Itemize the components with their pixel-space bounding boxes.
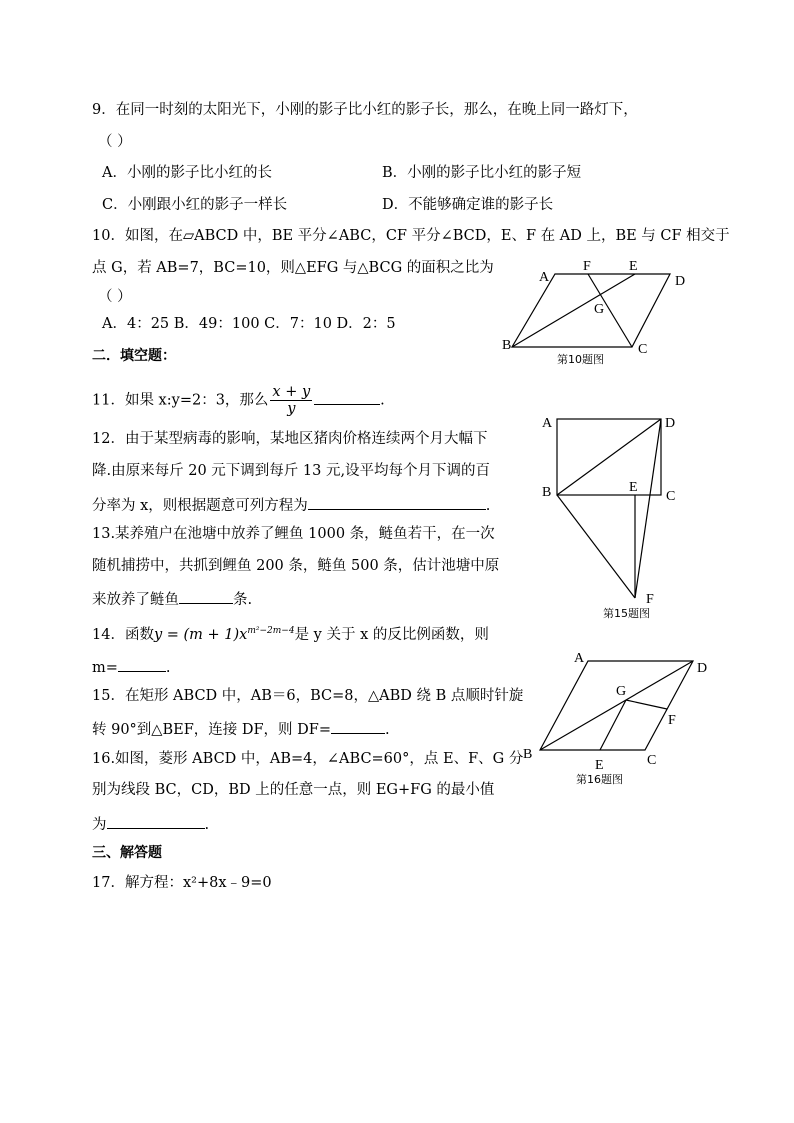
q16-line3 — [92, 812, 209, 835]
q12-line3 — [92, 493, 490, 516]
fig16-label-a: A — [574, 651, 585, 666]
section-solve-heading: 三、解答题 — [92, 845, 162, 861]
q16-line3-text: 为 — [92, 817, 107, 833]
q9-option-a: A．小刚的影子比小红的长 — [102, 165, 272, 181]
fig16-label-g: G — [616, 684, 627, 699]
fig10-label-d: D — [675, 274, 686, 289]
q14-line2-text: m= — [92, 660, 118, 676]
q15-post: . — [385, 722, 390, 738]
q14-line2 — [92, 655, 171, 678]
q10-options: A．4：25 B．49：100 C．7：10 D．2：5 — [102, 316, 396, 332]
fig16-label-c: C — [647, 753, 657, 768]
fig10-label-e: E — [629, 259, 638, 274]
fig10-segment-be — [512, 274, 635, 347]
q15-line2-text: 转 90°到△BEF，连接 DF，则 DF= — [92, 722, 332, 738]
q10-line1: 10．如图，在▱ABCD 中，BE 平分∠ABC，CF 平分∠BCD，E、F 在 AD 上，BE 与 CF 相交于 — [92, 228, 730, 244]
q14-line1 — [92, 621, 489, 645]
fig16-segment-fg — [626, 700, 667, 709]
q15-line1: 15．在矩形 ABCD 中，AB＝6，BC=8，△ABD 绕 B 点顺时针旋 — [92, 688, 524, 704]
fig16-label-f: F — [668, 713, 676, 728]
q12-line3-text: 分率为 x，则根据题意可列方程为 — [92, 498, 308, 514]
fig15-label-c: C — [666, 489, 676, 504]
q12-post: . — [485, 498, 491, 514]
q15-blank[interactable] — [331, 717, 385, 734]
q11 — [92, 384, 385, 417]
figure-15 — [535, 410, 695, 625]
fig15-label-d: D — [665, 416, 676, 431]
q10-line2: 点 G，若 AB=7，BC=10，则△EFG 与△BCG 的面积之比为 — [92, 260, 494, 276]
q16-blank[interactable] — [107, 812, 205, 829]
fig15-diagonal-bd — [557, 419, 661, 495]
q11-fraction — [270, 384, 312, 417]
q14-exponent: m²−2m−4 — [247, 626, 295, 636]
fig10-caption: 第10题图 — [557, 353, 604, 366]
q11-pre: 11．如果 x:y=2：3，那么 — [92, 392, 269, 409]
q9-option-c: C．小刚跟小红的影子一样长 — [102, 197, 288, 213]
fig15-caption: 第15题图 — [603, 607, 650, 620]
fig10-label-g: G — [594, 302, 605, 317]
fig16-label-b: B — [523, 747, 533, 762]
q16-line2: 别为线段 BC，CD，BD 上的任意一点，则 EG+FG 的最小值 — [92, 782, 495, 798]
fig15-label-f: F — [646, 592, 654, 607]
fig16-diagonal-bd — [540, 661, 693, 750]
q13-blank[interactable] — [179, 587, 233, 604]
q9-answer-paren: （ ） — [98, 134, 132, 150]
q12-line1: 12．由于某型病毒的影响，某地区猪肉价格连续两个月大幅下 — [92, 431, 488, 447]
fig15-label-a: A — [542, 416, 553, 431]
fig15-label-b: B — [542, 485, 552, 500]
q16-post: . — [204, 817, 210, 833]
q9-stem: 9．在同一时刻的太阳光下，小刚的影子比小红的影子长，那么，在晚上同一路灯下， — [92, 102, 638, 118]
figure-10 — [495, 255, 695, 370]
section-fill-in-heading: 二．填空题： — [92, 348, 176, 364]
fig10-label-b: B — [502, 338, 512, 353]
q13-line2: 随机捕捞中，共抓到鲤鱼 200 条，鲢鱼 500 条，估计池塘中原 — [92, 558, 500, 574]
q17: 17．解方程：x²+8x﹣9=0 — [92, 875, 272, 891]
q12-blank[interactable] — [308, 493, 486, 510]
fig10-parallelogram — [512, 274, 670, 347]
q11-blank[interactable] — [314, 388, 380, 405]
q9-option-b: B．小刚的影子比小红的影子短 — [382, 165, 582, 181]
q13-line3 — [92, 587, 252, 610]
q15-line2 — [92, 717, 390, 740]
fig15-segment-bf — [557, 495, 635, 598]
q14-blank[interactable] — [118, 655, 166, 672]
fig10-label-c: C — [638, 342, 648, 357]
q11-post: . — [380, 392, 385, 409]
q14-pre: 14．函数 — [92, 626, 154, 643]
q16-line1: 16.如图，菱形 ABCD 中，AB=4，∠ABC=60°，点 E、F、G 分 — [92, 751, 524, 767]
fig10-label-f: F — [583, 259, 591, 274]
fig15-label-e: E — [629, 480, 638, 495]
q13-post: 条. — [233, 592, 253, 608]
fig15-segment-df — [635, 419, 661, 598]
q9-option-d: D．不能够确定谁的影子长 — [382, 197, 554, 213]
q13-line3-text: 来放养了鲢鱼 — [92, 592, 179, 608]
q14-line2-post: . — [165, 660, 171, 676]
fig10-label-a: A — [539, 270, 550, 285]
fig16-label-d: D — [697, 661, 708, 676]
fig16-label-e: E — [595, 758, 604, 773]
q14-formula: y = (m + 1)x — [153, 626, 248, 643]
q10-answer-paren: （ ） — [98, 289, 132, 305]
figure-16 — [520, 648, 720, 788]
q12-line2: 降.由原来每斤 20 元下调到每斤 13 元,设平均每个月下调的百 — [92, 463, 491, 479]
fig16-caption: 第16题图 — [576, 773, 623, 786]
q11-denominator: y — [287, 401, 296, 417]
q11-numerator: x + y — [272, 384, 311, 400]
q14-post: 是 y 关于 x 的反比例函数，则 — [294, 626, 489, 643]
q13-line1: 13.某养殖户在池塘中放养了鲤鱼 1000 条，鲢鱼若干，在一次 — [92, 526, 495, 542]
